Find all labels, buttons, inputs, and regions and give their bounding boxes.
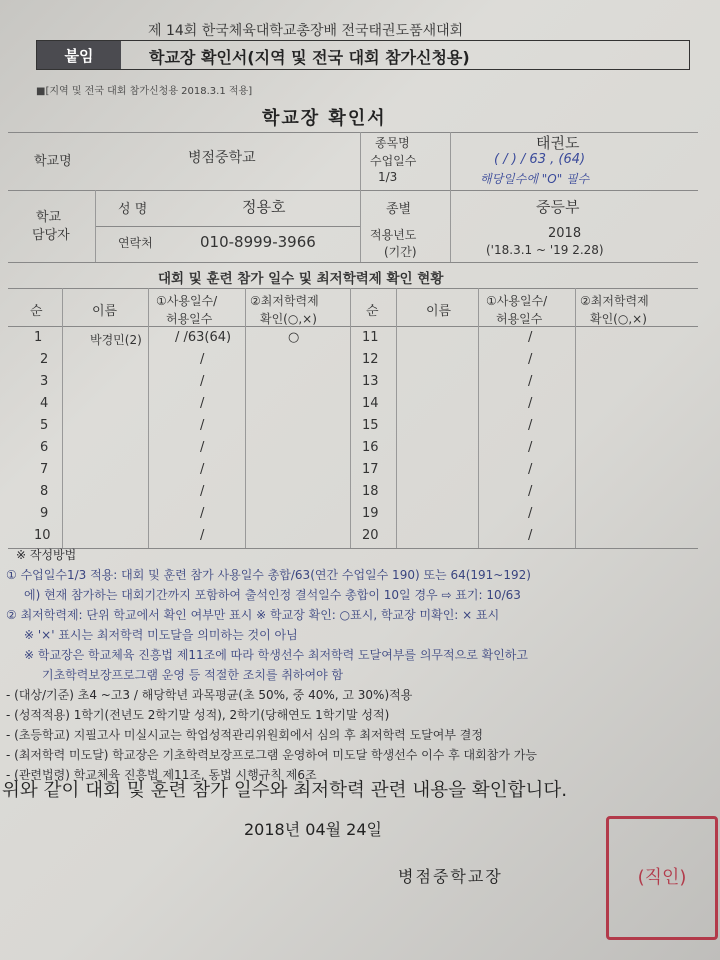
title-banner bbox=[36, 40, 690, 70]
teacher-name-value: 정용호 bbox=[242, 198, 286, 216]
row-number: 6 bbox=[40, 440, 49, 455]
competition-title: 제 14회 한국체육대학교총장배 전국태권도품새대회 bbox=[148, 23, 464, 39]
seal-label: (직인) bbox=[637, 867, 687, 888]
note-7: - (관련법령) 학교체육 진흥법 제11조, 동법 시행규칙 제6조 bbox=[6, 768, 317, 782]
row-days: / bbox=[528, 528, 533, 543]
row-number: 7 bbox=[40, 462, 49, 477]
col-header-academic-right-1: ②최저학력제 bbox=[580, 294, 649, 308]
row-number: 20 bbox=[362, 528, 379, 543]
year-label: 적용년도 bbox=[370, 228, 417, 242]
row-number: 12 bbox=[362, 352, 379, 367]
year-label-sub: (기간) bbox=[384, 245, 417, 259]
row-days: / bbox=[528, 374, 533, 389]
school-days-label: 수업일수 bbox=[370, 154, 417, 168]
row-number: 19 bbox=[362, 506, 379, 521]
col-header-name-right: 이름 bbox=[426, 304, 452, 319]
col-header-days-right-1: ①사용일수/ bbox=[486, 294, 548, 308]
event-label: 종목명 bbox=[375, 136, 410, 150]
note-2-sub2: ※ 학교장은 학교체육 진흥법 제11조에 따라 학생선수 최저학력 도달여부를 의무적으로 확인하고 bbox=[24, 648, 528, 662]
row-number: 10 bbox=[34, 528, 51, 543]
row-days: / bbox=[528, 484, 533, 499]
row-days: / bbox=[200, 462, 205, 477]
col-header-name: 이름 bbox=[92, 304, 118, 319]
year-value: 2018 bbox=[548, 226, 582, 241]
col-header-academic-right-2: 확인(○,×) bbox=[590, 312, 647, 326]
row-number: 13 bbox=[362, 374, 379, 389]
row-number: 18 bbox=[362, 484, 379, 499]
event-value: 태권도 bbox=[536, 134, 580, 152]
official-seal-stamp bbox=[606, 816, 718, 940]
school-name-label: 학교명 bbox=[34, 154, 72, 169]
writing-instructions bbox=[6, 545, 706, 785]
teacher-name-label: 성 명 bbox=[118, 202, 148, 217]
school-days-fraction: 1/3 bbox=[378, 170, 398, 184]
row-number: 11 bbox=[362, 330, 379, 345]
row-days: / /63(64) bbox=[175, 330, 232, 345]
row-days: / bbox=[528, 352, 533, 367]
row-days: / bbox=[528, 506, 533, 521]
division-value: 중등부 bbox=[536, 198, 580, 216]
signature-date: 2018년 04월 24일 bbox=[244, 820, 382, 839]
banner-title: 학교장 확인서(지역 및 전국 대회 참가신청용) bbox=[149, 48, 470, 67]
col-header-days-right-2: 허용일수 bbox=[496, 312, 543, 326]
principal-signature: 병점중학교장 bbox=[398, 867, 503, 886]
closing-statement: 위와 같이 대회 및 훈련 참가 일수와 최저학력 관련 내용을 확인합니다. bbox=[2, 780, 568, 801]
col-header-academic-2: 확인(○,×) bbox=[260, 312, 317, 326]
note-6: - (최저학력 미도달) 학교장은 기초학력보장프로그램 운영하여 미도달 학생선수 이수 후 대회참가 가능 bbox=[6, 748, 537, 762]
row-days: / bbox=[200, 374, 205, 389]
year-range: ('18.3.1 ~ '19 2.28) bbox=[486, 243, 604, 257]
row-number: 16 bbox=[362, 440, 379, 455]
note-4: - (성적적용) 1학기(전년도 2학기말 성적), 2학기(당해연도 1학기말 성적) bbox=[6, 708, 390, 722]
col-header-no: 순 bbox=[30, 304, 43, 319]
contact-value: 010-8999-3966 bbox=[200, 233, 316, 251]
note-1: ① 수업일수1/3 적용: 대회 및 훈련 참가 사용일수 총합/63(연간 수업일수 190) 또는 64(191~192) bbox=[6, 568, 531, 582]
note-5: - (초등학교) 지필고사 미실시교는 학업성적관리위원회에서 심의 후 최저학력 도달여부 결정 bbox=[6, 728, 483, 742]
row-academic: ○ bbox=[288, 330, 300, 345]
note-2-sub2-cont: 기초학력보장프로그램 운영 등 적절한 조치를 취하여야 함 bbox=[42, 668, 344, 682]
row-number: 9 bbox=[40, 506, 49, 521]
school-days-value: ( / ) / 63 , (64) bbox=[494, 152, 586, 167]
row-number: 14 bbox=[362, 396, 379, 411]
row-days: / bbox=[528, 462, 533, 477]
row-days: / bbox=[200, 440, 205, 455]
teacher-label-1: 학교 bbox=[36, 210, 62, 225]
document-title: 학교장 확인서 bbox=[262, 108, 387, 129]
row-days: / bbox=[200, 506, 205, 521]
row-number: 2 bbox=[40, 352, 49, 367]
school-name-value: 병점중학교 bbox=[188, 150, 256, 166]
row-name: 박경민(2) bbox=[90, 333, 142, 347]
instructions-heading: ※ 작성방법 bbox=[16, 548, 77, 562]
row-number: 15 bbox=[362, 418, 379, 433]
note-3: - (대상/기준) 초4 ~고3 / 해당학년 과목평균(초 50%, 중 40%, 고 30%)적용 bbox=[6, 688, 413, 702]
row-days: / bbox=[528, 396, 533, 411]
row-number: 3 bbox=[40, 374, 49, 389]
row-days: / bbox=[200, 352, 205, 367]
applicability-note: ■[지역 및 전국 대회 참가신청용 2018.3.1 적용] bbox=[36, 86, 253, 97]
row-days: / bbox=[528, 330, 533, 345]
col-header-academic-1: ②최저학력제 bbox=[250, 294, 319, 308]
row-number: 8 bbox=[40, 484, 49, 499]
col-header-days-1: ①사용일수/ bbox=[156, 294, 218, 308]
row-days: / bbox=[200, 528, 205, 543]
row-days: / bbox=[528, 440, 533, 455]
row-days: / bbox=[200, 396, 205, 411]
row-number: 5 bbox=[40, 418, 49, 433]
note-2: ② 최저학력제: 단위 학교에서 확인 여부만 표시 ※ 학교장 확인: ○표시, 학교장 미확인: × 표시 bbox=[6, 608, 500, 622]
note-1-cont: 에) 현재 참가하는 대회기간까지 포함하여 출석인정 결석일수 총합이 10일 경우 ⇨ 표기: 10/63 bbox=[24, 588, 521, 602]
contact-label: 연락처 bbox=[118, 236, 153, 250]
status-section-title: 대회 및 훈련 참가 일수 및 최저학력제 확인 현황 bbox=[158, 271, 444, 287]
row-days: / bbox=[528, 418, 533, 433]
row-number: 4 bbox=[40, 396, 49, 411]
teacher-label-2: 담당자 bbox=[32, 228, 70, 243]
attachment-badge: 붙임 bbox=[37, 41, 121, 69]
school-days-note: 해당일수에 "O" 필수 bbox=[480, 172, 590, 186]
col-header-days-2: 허용일수 bbox=[166, 312, 213, 326]
row-number: 1 bbox=[34, 330, 43, 345]
row-number: 17 bbox=[362, 462, 379, 477]
row-days: / bbox=[200, 484, 205, 499]
division-label: 종별 bbox=[386, 202, 412, 217]
col-header-no-right: 순 bbox=[366, 304, 379, 319]
row-days: / bbox=[200, 418, 205, 433]
note-2-sub: ※ '×' 표시는 최저학력 미도달을 의미하는 것이 아님 bbox=[24, 628, 298, 642]
